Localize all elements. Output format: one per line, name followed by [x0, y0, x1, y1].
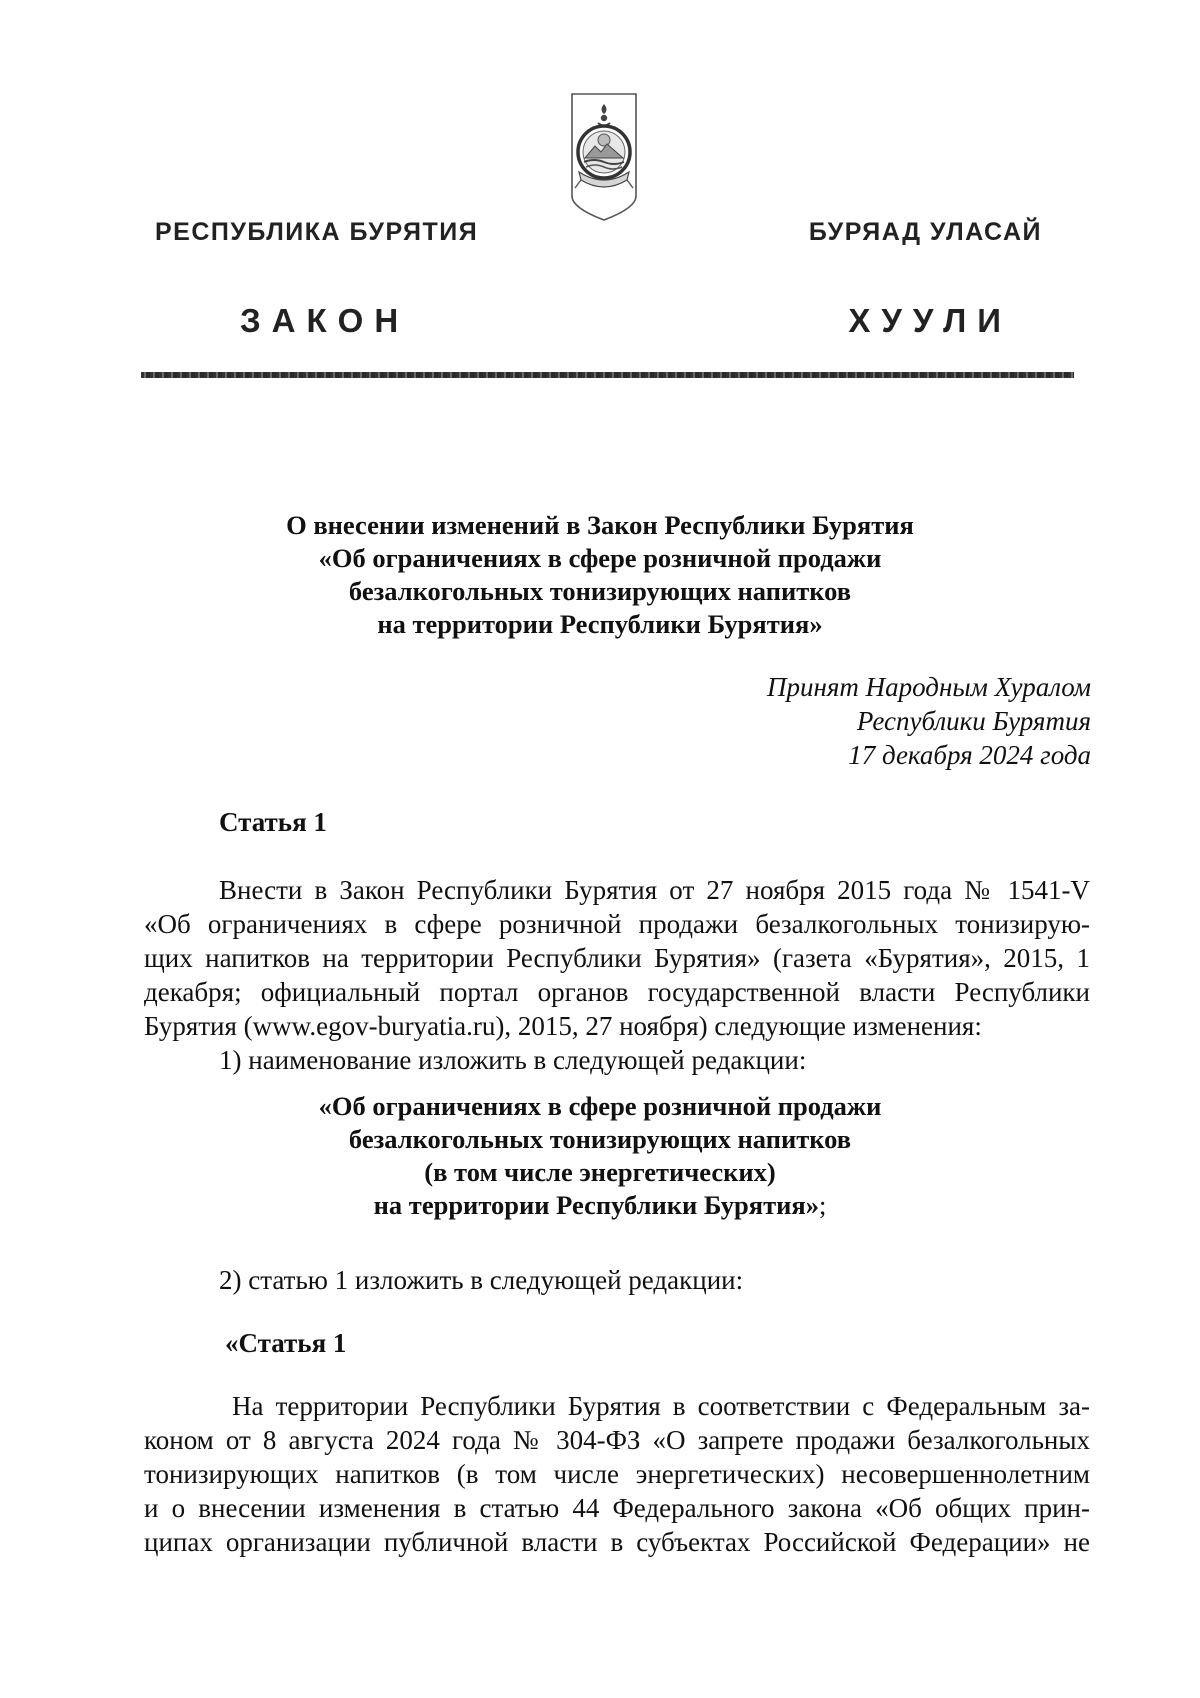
paragraph-line: декабря; официальный портал органов государственной власти Республики [144, 977, 1090, 1007]
header-republic-name-bur: БУРЯАД УЛАСАЙ [808, 218, 1042, 246]
header-doc-type-bur: ХУУЛИ [848, 302, 1012, 339]
article-1-intro [144, 873, 1090, 1077]
new-title-line-text: на территории Республики Бурятия» [373, 1190, 819, 1220]
paragraph-line: коном от 8 августа 2024 года № 304-ФЗ «О запрете продажи безалкогольных [144, 1425, 1090, 1455]
law-title-line: О внесении изменений в Закон Республики Бурятия [286, 510, 914, 540]
new-title-line: безалкогольных тонизирующих напитков [348, 1124, 852, 1154]
quoted-article-text [144, 1389, 1090, 1559]
law-title-line: на территории Республики Бурятия» [377, 609, 823, 639]
law-title-line: безалкогольных тонизирующих напитков [348, 576, 852, 606]
article-1-heading: Статья 1 [219, 807, 327, 837]
paragraph-line: На территории Республики Бурятия в соответствии с Федеральным за- [232, 1391, 1090, 1421]
adoption-note [767, 670, 1091, 772]
paragraph-line: тонизирующих напитков (в том числе энергетических) несовершеннолетним [144, 1459, 1090, 1489]
adoption-note-line: Республики Бурятия [856, 706, 1091, 736]
paragraph-line: «Об ограничениях в сфере розничной продажи безалкогольных тонизирую- [144, 909, 1090, 939]
new-title-line: «Об ограничениях в сфере розничной продажи [318, 1091, 882, 1121]
adoption-note-line: Принят Народным Хуралом [766, 672, 1091, 702]
paragraph-line: Внести в Закон Республики Бурятия от 27 ноября 2015 года № 1541-V [219, 875, 1090, 905]
law-title-line: «Об ограничениях в сфере розничной продажи [318, 543, 882, 573]
item-2: 2) статью 1 изложить в следующей редакции: [219, 1265, 744, 1295]
paragraph-line: и о внесении изменения в статью 44 Федерального закона «Об общих прин- [144, 1493, 1090, 1523]
coat-of-arms-emblem [569, 92, 639, 222]
header-republic-name-ru: РЕСПУБЛИКА БУРЯТИЯ [155, 218, 479, 246]
new-title-line [0, 1189, 1200, 1222]
quoted-article-heading: «Статья 1 [225, 1328, 347, 1358]
new-title-block [0, 1090, 1200, 1222]
new-title-line: (в том числе энергетических) [424, 1157, 776, 1187]
header-divider [141, 372, 1074, 378]
adoption-note-line: 17 декабря 2024 года [848, 740, 1091, 770]
law-title [0, 509, 1200, 641]
paragraph-line: щих напитков на территории Республики Бурятия» (газета «Бурятия», 2015, 1 [144, 943, 1090, 973]
paragraph-line: ципах организации публичной власти в субъектах Российской Федерации» не [144, 1527, 1090, 1557]
item-1: 1) наименование изложить в следующей редакции: [219, 1045, 807, 1075]
new-title-tail: ; [818, 1190, 827, 1220]
paragraph-line: Бурятия (www.egov-buryatia.ru), 2015, 27 ноября) следующие изменения: [144, 1011, 982, 1041]
header-doc-type-ru: ЗАКОН [240, 302, 410, 339]
